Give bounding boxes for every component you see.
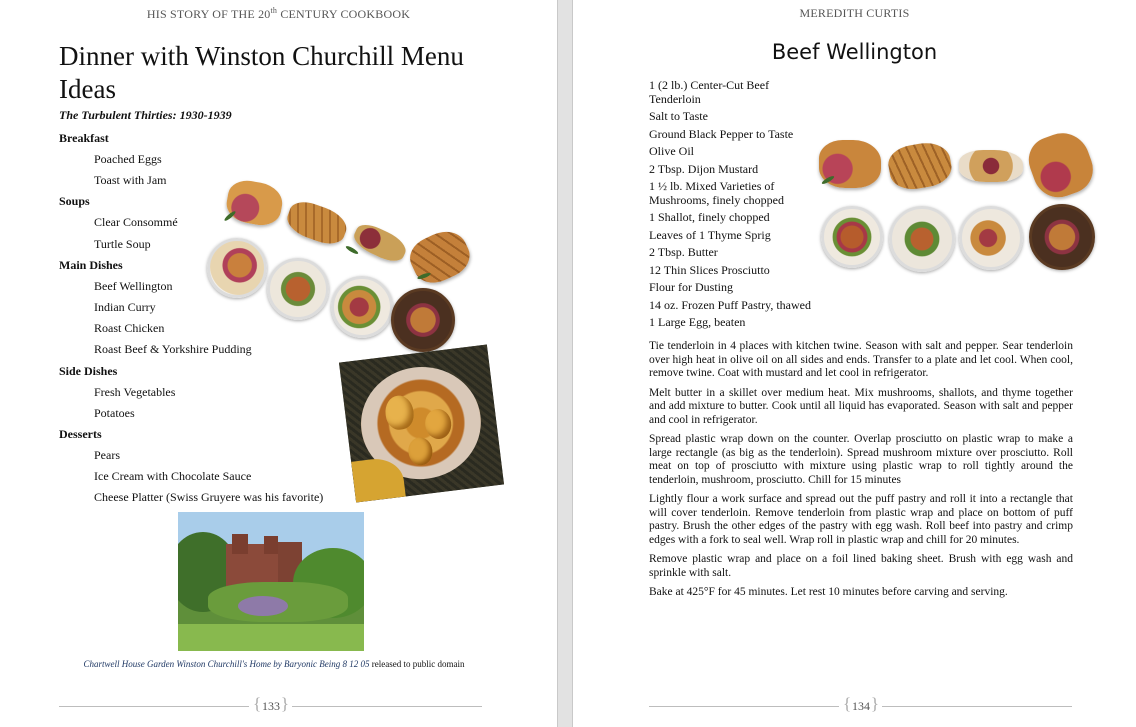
right-page-footer	[573, 697, 1136, 715]
ingredient-item: 2 Tbsp. Butter	[649, 245, 718, 259]
recipe-instructions	[649, 340, 1073, 606]
page-subtitle: The Turbulent Thirties: 1930-1939	[59, 108, 232, 122]
menu-item: Toast with Jam	[94, 173, 167, 188]
ingredient-item: Leaves of 1 Thyme Sprig	[649, 227, 771, 242]
ingredient-item: 1 (2 lb.) Center-Cut Beef Tenderloin	[649, 78, 770, 106]
right-page	[573, 0, 1136, 727]
running-head-text: HIS STORY OF THE 20	[146, 7, 271, 21]
page-title: Dinner with Winston Churchill Menu Ideas	[59, 41, 464, 104]
ingredient-item: 1 Large Egg, beaten	[649, 315, 746, 329]
menu-category: Main Dishes	[59, 257, 123, 272]
poached-pears-photo	[339, 344, 504, 502]
instruction-step: Spread plastic wrap down on the counter. Overlap prosciutto on plastic wrap to make a large rectangle (as big as the tenderloin). Spread mushroom mixture over prosciutto. Roll meat on top of prosciutto with mixture using plastic wrap to roll tightly around the tenderloin, mushroom, prosciutto. Chill for 15 minutes	[649, 433, 1073, 486]
ingredient-item: 1 ½ lb. Mixed Varieties of Mushrooms, finely chopped	[649, 179, 784, 207]
instruction-step: Bake at 425°F for 45 minutes. Let rest 10 minutes before carving and serving.	[649, 586, 1008, 598]
menu-item: Roast Chicken	[94, 321, 165, 336]
photo-caption	[59, 659, 489, 669]
page-gutter	[557, 0, 573, 727]
ingredient-item: 14 oz. Frozen Puff Pastry, thawed	[649, 297, 811, 312]
caption-license: released to public domain	[369, 659, 465, 669]
chartwell-garden-photo	[178, 512, 364, 651]
menu-item: Clear Consommé	[94, 215, 178, 230]
menu-item: Cheese Platter (Swiss Gruyere was his favorite)	[94, 490, 324, 505]
ingredient-item: 1 Shallot, finely chopped	[649, 210, 770, 224]
page-number: { 134 }	[841, 697, 881, 715]
ingredient-item: Flour for Dusting	[649, 280, 733, 294]
menu-item: Potatoes	[94, 405, 135, 420]
left-running-head	[0, 6, 557, 22]
beef-wellington-collage-image	[205, 178, 477, 356]
menu-item: Indian Curry	[94, 299, 156, 314]
instruction-step: Remove plastic wrap and place on a foil lined baking sheet. Brush with egg wash and sprinkle with salt.	[649, 553, 1073, 579]
menu-item: Turtle Soup	[94, 236, 151, 251]
ingredient-list	[649, 79, 819, 334]
caption-credit: Chartwell House Garden Winston Churchill's Home by Baryonic Being 8 12 05	[83, 659, 370, 669]
right-running-head: MEREDITH CURTIS	[799, 6, 910, 20]
left-page-footer	[0, 697, 557, 715]
ingredient-item: Ground Black Pepper to Taste	[649, 126, 794, 141]
running-head-text-end: CENTURY COOKBOOK	[277, 7, 411, 21]
menu-item: Pears	[94, 447, 120, 462]
menu-item: Poached Eggs	[94, 152, 162, 166]
running-head-superscript: th	[270, 6, 278, 15]
instruction-step: Melt butter in a skillet over medium heat. Mix mushrooms, shallots, and thyme together and add mixture to butter. Cook until all liquid has evaporated. Season with salt and pepper and cool in refrigerator.	[649, 386, 1073, 426]
menu-category: Soups	[59, 194, 90, 209]
instruction-step: Lightly flour a work surface and spread out the puff pastry and roll it into a rectangle that will cover tenderloin. Remove tenderloin from plastic wrap and place on bottom of puff pastry. Brush the other edges of the pastry with egg wash. Roll beef into pastry and crimp edges with a fork to seal well. Wrap roll in plastic wrap and chill for 20 minutes.	[649, 493, 1073, 546]
menu-item: Fresh Vegetables	[94, 384, 176, 399]
ingredient-item: Olive Oil	[649, 144, 694, 158]
left-page	[0, 0, 557, 727]
ingredient-item: Salt to Taste	[649, 109, 708, 123]
menu-category: Breakfast	[59, 131, 109, 145]
beef-wellington-grid-image	[817, 130, 1097, 275]
menu-category: Desserts	[59, 426, 102, 441]
page-number: { 133 }	[251, 697, 291, 715]
instruction-step: Tie tenderloin in 4 places with kitchen twine. Season with salt and pepper. Sear tenderloin over high heat in olive oil on all sides and ends. Transfer to a plate and let cool. When cool, remove twine. Coat with mustard and let cool in refrigerator.	[649, 340, 1073, 379]
menu-item: Ice Cream with Chocolate Sauce	[94, 469, 252, 484]
recipe-title: Beef Wellington	[771, 40, 938, 64]
menu-item: Roast Beef & Yorkshire Pudding	[94, 342, 252, 357]
menu-item: Beef Wellington	[94, 278, 173, 293]
ingredient-item: 12 Thin Slices Prosciutto	[649, 262, 770, 277]
menu-category: Side Dishes	[59, 363, 118, 378]
ingredient-item: 2 Tbsp. Dijon Mustard	[649, 161, 759, 176]
